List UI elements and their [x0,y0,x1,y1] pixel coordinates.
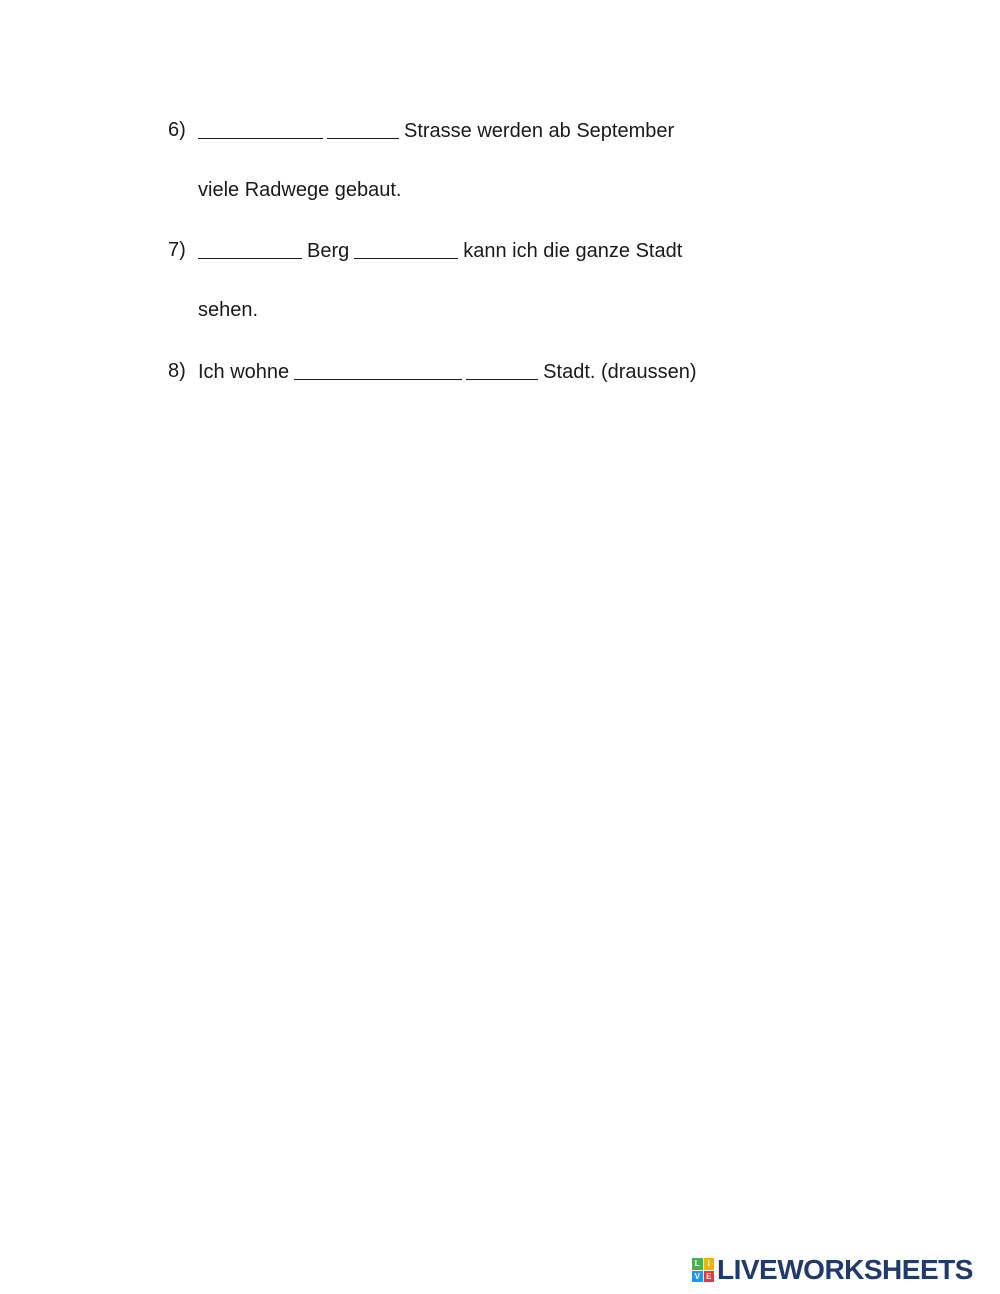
exercise-6-line-2: viele Radwege gebaut. [198,179,402,201]
exercise-6-blank-1[interactable] [198,120,323,139]
logo-mark-letter-e: E [704,1271,715,1283]
exercise-8-text-before: Ich wohne [198,361,290,383]
exercise-8-line-1 [198,359,697,384]
logo-mark-letter-i: I [704,1258,715,1270]
exercise-7-number: 7) [168,239,186,261]
exercise-7-line-1 [198,238,682,263]
exercise-6-line-1 [198,118,674,143]
liveworksheets-logo [692,1254,973,1286]
exercise-7-blank-2[interactable] [354,240,458,259]
exercise-8-blank-1[interactable] [294,361,462,380]
exercise-7-text-after: kann ich die ganze Stadt [463,240,683,262]
exercise-8-blank-2[interactable] [466,361,538,380]
exercise-8-text-after: Stadt. (draussen) [543,361,697,383]
exercise-6-blank-2[interactable] [327,120,399,139]
exercise-7-blank-1[interactable] [198,240,302,259]
exercise-7-line-2: sehen. [198,299,259,321]
logo-mark-letter-l: L [692,1258,703,1270]
liveworksheets-logo-mark [692,1258,714,1282]
exercise-6-number: 6) [168,119,186,141]
logo-mark-letter-v: V [692,1271,703,1283]
exercise-7-word-middle: Berg [307,240,350,262]
exercise-6-text-after: Strasse werden ab September [404,120,675,142]
exercise-8-number: 8) [168,360,186,382]
liveworksheets-logo-text: LIVEWORKSHEETS [717,1254,973,1285]
